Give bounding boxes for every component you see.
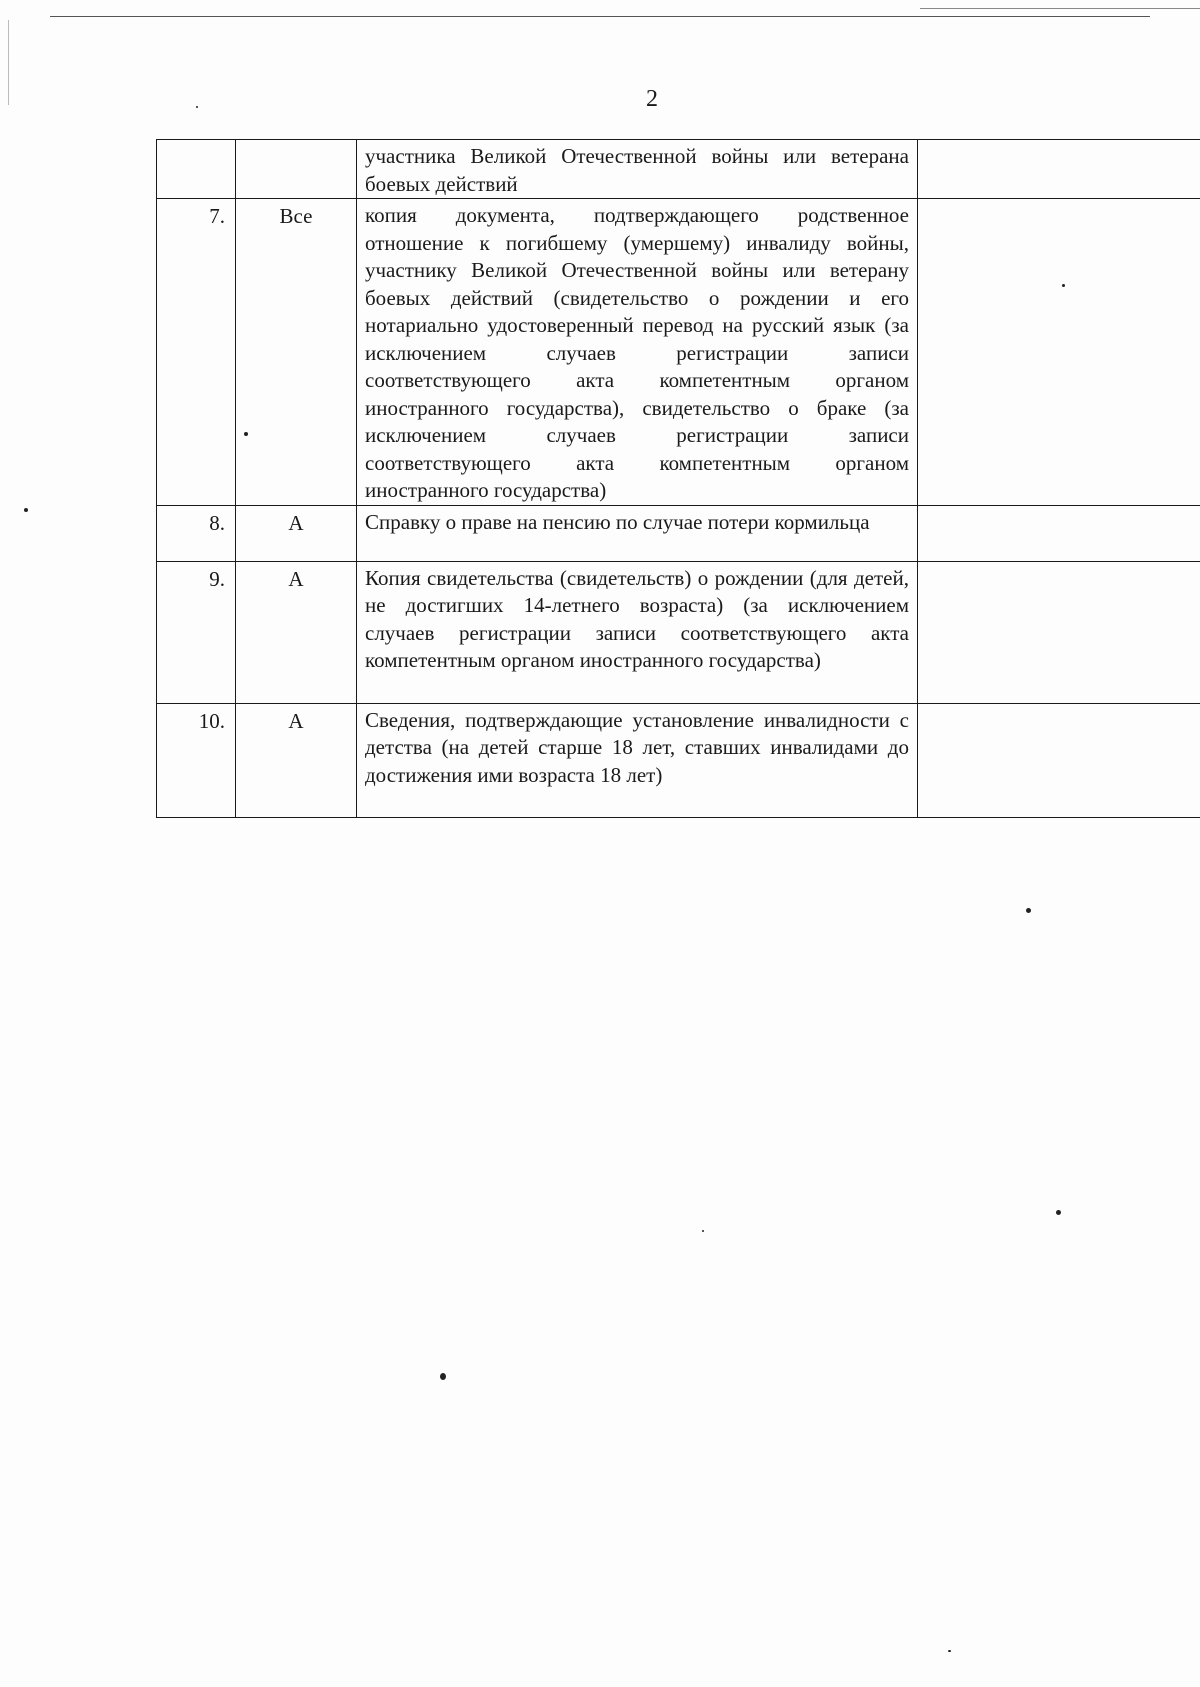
row-category: А bbox=[236, 561, 357, 703]
row-description: участника Великой Отечественной войны или ветерана боевых действий bbox=[357, 140, 918, 199]
table-row bbox=[157, 505, 1200, 561]
row-number: 8. bbox=[157, 505, 236, 561]
table-row bbox=[157, 561, 1200, 703]
row-description: Сведения, подтверждающие установление инвалидности с детства (на детей старше 18 лет, ставших инвалидами до достижения ими возраста 18 лет) bbox=[357, 703, 918, 817]
scan-speck bbox=[948, 1650, 951, 1652]
scan-speck bbox=[244, 432, 248, 436]
row-extra bbox=[918, 703, 1200, 817]
row-extra bbox=[918, 505, 1200, 561]
row-description: копия документа, подтверждающего родственное отношение к погибшему (умершему) инвалиду войны, участнику Великой Отечественной войны или ветерану боевых действий (свидетельство о рождении и его нотариально удостоверенный перевод на русский язык (за исключением случаев регистрации записи соответствующего акта компетентным органом иностранного государства), свидетельство о браке (за исключением случаев регистрации записи соответствующего акта компетентным органом иностранного государства) bbox=[357, 199, 918, 506]
row-extra bbox=[918, 140, 1200, 199]
row-category: А bbox=[236, 505, 357, 561]
row-number bbox=[157, 140, 236, 199]
scan-speck bbox=[1026, 908, 1031, 913]
row-description: Копия свидетельства (свидетельств) о рождении (для детей, не достигших 14-летнего возраста) (за исключением случаев регистрации записи соответствующего акта компетентным органом иностранного государства) bbox=[357, 561, 918, 703]
row-category: Все bbox=[236, 199, 357, 506]
scan-left-edge bbox=[8, 20, 9, 105]
row-number: 7. bbox=[157, 199, 236, 506]
scan-border-line-secondary bbox=[920, 8, 1200, 9]
scan-border-line bbox=[50, 16, 1150, 17]
row-category bbox=[236, 140, 357, 199]
table-row bbox=[157, 703, 1200, 817]
scan-speck bbox=[702, 1230, 704, 1232]
documents-table bbox=[156, 139, 1200, 818]
row-extra bbox=[918, 199, 1200, 506]
row-category: А bbox=[236, 703, 357, 817]
row-number: 9. bbox=[157, 561, 236, 703]
row-number: 10. bbox=[157, 703, 236, 817]
scan-speck bbox=[24, 508, 28, 512]
page-number: 2 bbox=[646, 86, 658, 112]
table-row bbox=[157, 140, 1200, 199]
scan-speck bbox=[196, 106, 198, 108]
scan-speck bbox=[1056, 1210, 1061, 1215]
table-row bbox=[157, 199, 1200, 506]
row-extra bbox=[918, 561, 1200, 703]
scan-speck bbox=[1062, 284, 1065, 287]
scan-speck bbox=[440, 1373, 446, 1380]
row-description: Справку о праве на пенсию по случае потери кормильца bbox=[357, 505, 918, 561]
